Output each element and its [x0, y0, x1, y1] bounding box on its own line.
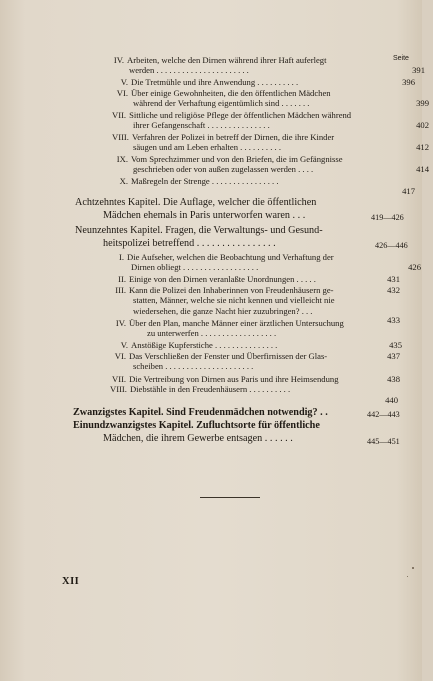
- paper-speck: [412, 567, 414, 569]
- chapter-21-cont: Mädchen, die ihrem Gewerbe entsagen . . . . . . 445—451: [103, 433, 400, 446]
- toc-item-vii-cont: ihrer Gefangenschaft . . . . . . . . . . . . . . . 402: [133, 120, 429, 130]
- ch19-item-iii: III. Kann die Polizei den Inhaberinnen von Freudenhäusern ge- 432: [115, 285, 400, 295]
- toc-item-iv-cont: werden . . . . . . . . . . . . . . . . . . . . . . 391: [129, 65, 425, 75]
- chapter-18-cont: Mädchen ehemals in Paris unterworfen waren . . . 419—426: [103, 210, 404, 222]
- chapter-18: Achtzehntes Kapitel. Die Auflage, welcher die öffentlichen: [75, 197, 317, 208]
- ch19-item-iii-cont2: wiedersehen, die ganze Nacht hier zuzubringen? . . .: [133, 306, 313, 316]
- toc-item-v: V. Die Tretmühle und ihre Anwendung . . . . . . . . . . 396: [120, 77, 415, 87]
- ch19-item-ii: II. Einige von den Dirnen veranlaßte Unordnungen . . . . . 431: [118, 274, 400, 284]
- ch19-item-i-cont: Dirnen obliegt . . . . . . . . . . . . . . . . . . 426: [131, 262, 421, 272]
- ch19-item-i: I. Die Aufseher, welchen die Beobachtung und Verhaftung der: [118, 252, 334, 262]
- toc-item-viii-cont: säugen und am Leben erhalten . . . . . . . . . . 412: [133, 142, 429, 152]
- ch19-item-v: V. Anstößige Kupferstiche . . . . . . . . . . . . . . . 435: [120, 340, 402, 350]
- toc-item-vi: VI. Über einige Gewohnheiten, die den öffentlichen Mädchen: [116, 88, 331, 98]
- ch19-item-vi-cont: scheiben . . . . . . . . . . . . . . . . . . . . .: [133, 361, 254, 371]
- ch19-item-iii-cont1: statten, Männer, welche sie nicht kennen und vielleicht nie: [133, 295, 335, 305]
- ch19-item-vi: VI. Das Verschließen der Fenster und Überfirnissen der Glas- 437: [114, 351, 400, 361]
- page-number: XII: [62, 576, 80, 587]
- seite-header: Seite: [393, 55, 409, 62]
- ch19-item-iv-cont: zu unterwerfen . . . . . . . . . . . . . . . . . .: [147, 328, 277, 338]
- toc-item-x: X. Maßregeln der Strenge . . . . . . . . . . . . . . . . 417: [119, 176, 415, 196]
- ch19-item-viii: VIII. Diebstähle in den Freudenhäusern . . . . . . . . . . 440: [110, 384, 398, 405]
- chapter-19-cont: heitspolizei betreffend . . . . . . . . . . . . . . . . 426—446: [103, 238, 408, 250]
- toc-item-ix: IX. Vom Sprechzimmer und von den Briefen, die im Gefängnisse: [116, 154, 343, 164]
- toc-item-iv: IV. Arbeiten, welche den Dirnen während ihrer Haft auferlegt: [113, 55, 327, 65]
- paper-speck: [407, 576, 408, 577]
- toc-item-vi-cont: während der Verhaftung eigentümlich sind . . . . . . . 399: [133, 98, 429, 108]
- toc-item-viii: VIII. Verfahren der Polizei in betreff der Dirnen, die ihre Kinder: [112, 132, 335, 142]
- toc-item-ix-cont: geschrieben oder von außen zugelassen werden . . . . 414: [133, 164, 429, 174]
- toc-item-vii: VII. Sittliche und religiöse Pflege der öffentlichen Mädchen während: [112, 110, 352, 120]
- ch19-item-vii: VII. Die Vertreibung von Dirnen aus Paris und ihre Heimsendung 438: [112, 374, 400, 384]
- chapter-19: Neunzehntes Kapitel. Fragen, die Verwaltungs- und Gesund-: [75, 225, 323, 236]
- chapter-20: Zwanzigstes Kapitel. Sind Freudenmädchen notwendig? . . 442—443: [73, 407, 400, 419]
- ch19-item-iv: IV. Über den Plan, manche Männer einer ärztlichen Untersuchung 433: [115, 315, 400, 328]
- chapter-21: Einundzwanzigstes Kapitel. Zufluchtsorte für öffentliche: [73, 420, 320, 431]
- separator-rule: [200, 497, 260, 498]
